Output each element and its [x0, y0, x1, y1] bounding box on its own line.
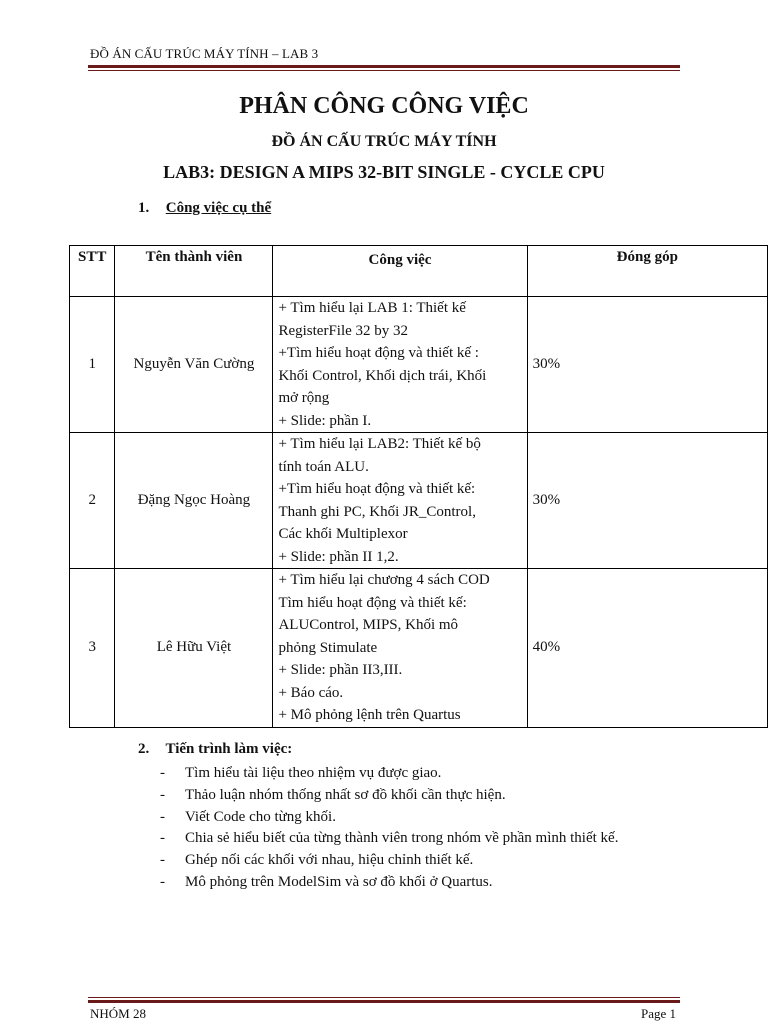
section-number: 1. [138, 200, 150, 216]
row-work [273, 569, 527, 728]
footer-rule-thin [88, 997, 680, 998]
work-line: + Slide: phần II3,III. [278, 662, 403, 678]
work-line: +Tìm hiểu hoạt động và thiết kế: [278, 481, 476, 497]
work-assignment-table [69, 245, 768, 728]
header-member-name: Tên thành viên [115, 246, 273, 297]
work-line: RegisterFile 32 by 32 [278, 322, 409, 339]
list-item [160, 807, 618, 829]
footer-group-name: NHÓM 28 [90, 1006, 146, 1021]
list-dash: - [160, 786, 165, 803]
list-item-text: Thảo luận nhóm thống nhất sơ đồ khối cần thực hiện. [185, 786, 506, 803]
list-item [160, 785, 618, 807]
footer-page-number: Page 1 [640, 1006, 676, 1021]
list-dash: - [160, 852, 165, 869]
work-line: + Mô phỏng lệnh trên Quartus [278, 707, 461, 723]
work-line: Khối Control, Khối dịch trái, Khối [278, 367, 487, 384]
row-contribution: 40% [527, 569, 767, 728]
work-line: + Slide: phần II 1,2. [278, 548, 399, 565]
table-row [70, 569, 768, 728]
document-subtitle: ĐỒ ÁN CẤU TRÚC MÁY TÍNH [271, 133, 497, 150]
work-line: tính toán ALU. [278, 458, 369, 475]
footer-rule-thick [88, 1000, 680, 1003]
list-item [160, 828, 618, 850]
list-item-text: Ghép nối các khối với nhau, hiệu chỉnh thiết kế. [185, 852, 474, 869]
row-member-name: Lê Hữu Việt [115, 569, 273, 728]
row-contribution: 30% [527, 297, 767, 433]
list-item-text: Tìm hiểu tài liệu theo nhiệm vụ được giao. [185, 765, 442, 781]
table-header-row [70, 246, 768, 297]
header-rule-thin [88, 70, 680, 71]
list-item [160, 872, 618, 894]
row-work [273, 297, 527, 433]
header-contribution: Đóng góp [527, 246, 767, 297]
row-member-name: Nguyễn Văn Cường [115, 297, 273, 433]
work-line: Thanh ghi PC, Khối JR_Control, [278, 503, 476, 520]
work-line: Các khối Multiplexor [278, 526, 408, 542]
lab-title: LAB3: DESIGN A MIPS 32-BIT SINGLE - CYCLE CPU [163, 162, 605, 182]
section-1-heading [138, 200, 271, 217]
document-title: PHÂN CÔNG CÔNG VIỆC [239, 93, 529, 119]
work-line: + Tìm hiểu lại LAB 1: Thiết kế [278, 300, 466, 316]
work-line: + Tìm hiểu lại chương 4 sách COD [278, 572, 490, 588]
work-line: + Báo cáo. [278, 684, 344, 701]
section-2-heading [138, 741, 292, 758]
list-dash: - [160, 830, 165, 847]
list-item-text: Mô phỏng trên ModelSim và sơ đồ khối ở Quartus. [185, 873, 493, 890]
list-dash: - [160, 873, 165, 890]
table-row [70, 433, 768, 569]
work-line: +Tìm hiểu hoạt động và thiết kế : [278, 345, 479, 361]
work-line: Tìm hiểu hoạt động và thiết kế: [278, 594, 467, 611]
work-line: phỏng Stimulate [278, 639, 378, 656]
list-dash: - [160, 808, 165, 825]
work-line: + Slide: phần I. [278, 412, 372, 429]
work-line: ALUControl, MIPS, Khối mô [278, 617, 459, 633]
header-rule-thick [88, 65, 680, 68]
list-item-text: Chia sẻ hiểu biết của từng thành viên trong nhóm về phần mình thiết kế. [185, 830, 619, 847]
header-work: Công việc [273, 246, 527, 297]
header-stt: STT [70, 246, 115, 297]
list-dash: - [160, 765, 165, 781]
section-number: 2. [138, 741, 150, 757]
table-row [70, 297, 768, 433]
list-item [160, 850, 618, 872]
row-contribution: 30% [527, 433, 767, 569]
section-title: Tiến trình làm việc: [165, 741, 293, 757]
row-stt: 3 [70, 569, 115, 728]
row-work [273, 433, 527, 569]
row-stt: 1 [70, 297, 115, 433]
work-line: mở rộng [278, 390, 330, 406]
work-process-list [160, 763, 618, 894]
row-member-name: Đặng Ngọc Hoàng [115, 433, 273, 569]
row-stt: 2 [70, 433, 115, 569]
section-title: Công việc cụ thể [165, 200, 272, 216]
page-header: ĐỒ ÁN CẤU TRÚC MÁY TÍNH – LAB 3 [90, 46, 319, 61]
work-line: + Tìm hiểu lại LAB2: Thiết kế bộ [278, 436, 481, 452]
list-item [160, 763, 618, 785]
list-item-text: Viết Code cho từng khối. [185, 808, 336, 825]
